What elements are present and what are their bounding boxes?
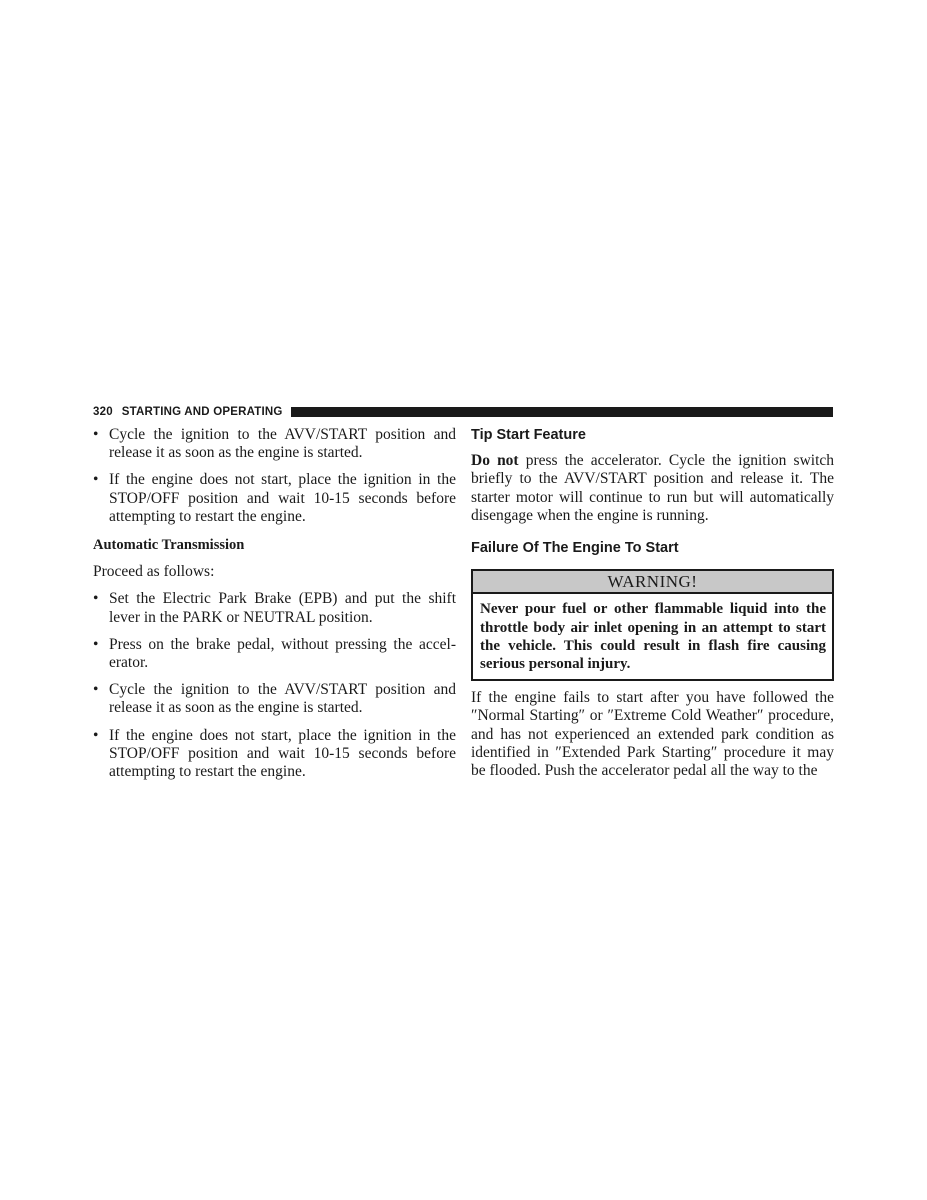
left-column — [93, 426, 456, 790]
header-rule — [291, 407, 833, 417]
page-header — [93, 405, 833, 419]
bullet-icon: • — [93, 471, 99, 489]
bullet-icon: • — [93, 426, 99, 443]
list-item — [93, 426, 456, 462]
bullet-icon: • — [93, 590, 99, 608]
tip-start-bold: Do not — [471, 452, 519, 470]
bullet-icon: • — [93, 681, 99, 699]
list-item — [93, 681, 456, 717]
list-item — [93, 471, 456, 526]
list-item-text: Press on the brake pedal, without pressing the accel-erator. — [109, 635, 456, 672]
list-item-text: If the engine does not start, place the ignition in the STOP/OFF position and wait 10-15 seconds before attempting to restart the engine. — [109, 471, 456, 525]
proceed-text: Proceed as follows: — [93, 563, 215, 581]
page-number: 320 — [93, 406, 113, 418]
failure-paragraph: If the engine fails to start after you have followed the ″Normal Starting″ or ″Extreme Cold Weather″ procedure, and has not experienced an extended park condition as identified in ″Extended Park Starting″ procedure it may be flooded. Push the accelerator pedal all the way to the — [471, 689, 834, 780]
warning-title: WARNING! — [473, 571, 832, 594]
list-item — [93, 727, 456, 782]
warning-body: Never pour fuel or other flammable liquid into the throttle body air inlet opening in an attempt to start the vehicle. This could result in flash fire causing serious personal injury. — [480, 601, 826, 673]
failure-heading: Failure Of The Engine To Start — [471, 540, 679, 557]
list-item-text: If the engine does not start, place the ignition in the STOP/OFF position and wait 10-15 seconds before attempting to restart the engine. — [109, 726, 456, 781]
tip-start-text: press the accelerator. Cycle the ignition switch briefly to the AVV/START position and release it. The starter motor will continue to run but will automatically disengage when the engine is running. — [471, 452, 835, 524]
list-item — [93, 636, 456, 672]
tip-start-heading: Tip Start Feature — [471, 427, 586, 443]
intro-bullet-list — [93, 426, 456, 526]
list-item-text: Set the Electric Park Brake (EPB) and put the shift lever in the PARK or NEUTRAL position. — [109, 590, 456, 626]
automatic-bullet-list — [93, 590, 456, 781]
bullet-icon: • — [93, 635, 99, 653]
list-item-text: Cycle the ignition to the AVV/START position and release it as soon as the engine is started. — [109, 426, 456, 462]
section-title: STARTING AND OPERATING — [121, 406, 283, 418]
automatic-transmission-heading: Automatic Transmission — [93, 537, 245, 554]
bullet-icon: • — [93, 726, 99, 744]
tip-start-paragraph — [471, 452, 834, 525]
warning-box — [471, 569, 834, 681]
list-item-text: Cycle the ignition to the AVV/START position and release it as soon as the engine is started. — [109, 681, 456, 717]
list-item — [93, 590, 456, 626]
right-column — [471, 426, 834, 789]
